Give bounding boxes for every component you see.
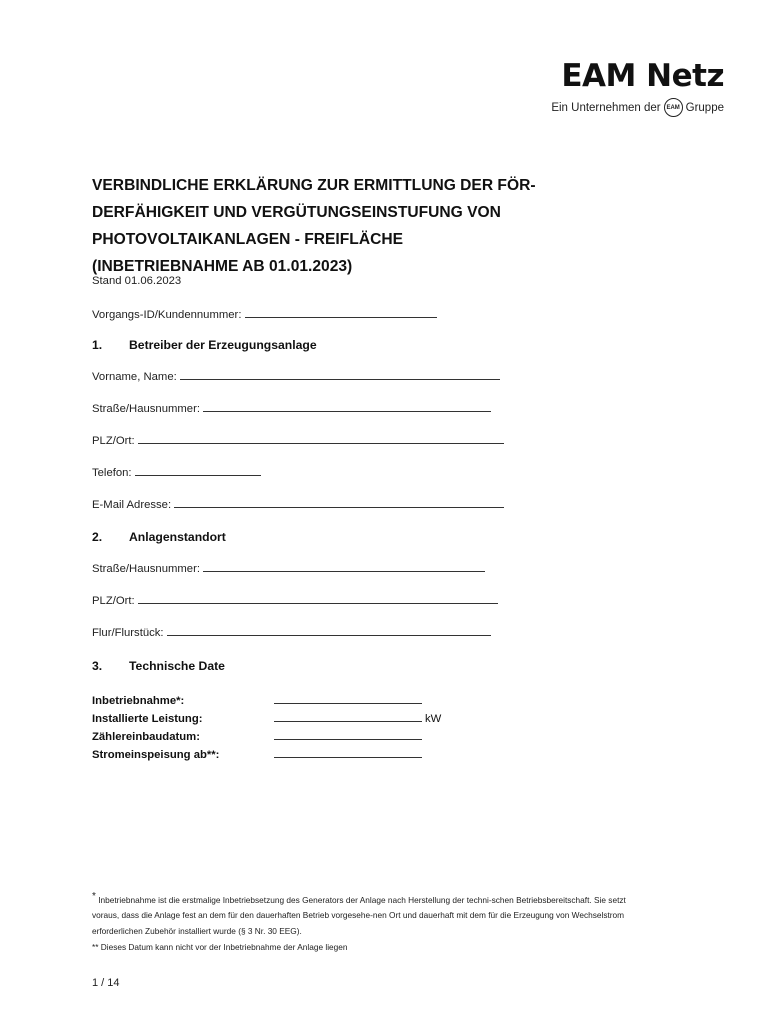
section-2-heading <box>92 530 226 544</box>
logo-sub-before: Ein Unternehmen der <box>551 101 661 114</box>
section-1-number: 1. <box>92 338 103 352</box>
section-2-title: Anlagenstandort <box>129 530 226 544</box>
field-label: E-Mail Adresse: <box>92 499 172 511</box>
tech-label: Installierte Leistung: <box>92 713 203 725</box>
eam-seal-icon: EAM <box>664 98 683 117</box>
field-row-site-plz <box>92 594 498 607</box>
logo-sub-after: Gruppe <box>685 101 724 114</box>
tech-row-leistung <box>92 711 441 727</box>
tech-row-einspeisung <box>92 747 425 763</box>
email-input[interactable] <box>174 498 504 508</box>
tech-label: Zählereinbaudatum: <box>92 731 200 743</box>
field-label: Vorname, Name: <box>92 371 177 383</box>
flur-input[interactable] <box>167 626 491 636</box>
footnote-2: ** Dieses Datum kann nicht vor der Inbetriebnahme der Anlage liegen <box>92 941 348 952</box>
footnotes <box>92 889 632 955</box>
inbetriebnahme-input[interactable] <box>274 693 422 704</box>
einspeisung-input[interactable] <box>274 747 422 758</box>
field-row-name <box>92 370 500 383</box>
vorgang-input[interactable] <box>245 308 437 318</box>
leistung-input[interactable] <box>274 711 422 722</box>
tech-label: Inbetriebnahme*: <box>92 695 185 707</box>
field-label: Flur/Flurstück: <box>92 627 164 639</box>
field-row-email <box>92 498 504 511</box>
stand-date: Stand 01.06.2023 <box>92 275 182 287</box>
field-label: Straße/Hausnummer: <box>92 403 200 415</box>
field-label: Straße/Hausnummer: <box>92 563 200 575</box>
title-line: DERFÄHIGKEIT UND VERGÜTUNGSEINSTUFUNG VON <box>92 204 501 221</box>
tech-row-zaehler <box>92 729 425 745</box>
section-3-title: Technische Date <box>129 659 225 673</box>
footnote-1 <box>92 889 632 940</box>
zaehler-input[interactable] <box>274 729 422 740</box>
tech-label: Stromeinspeisung ab**: <box>92 749 220 761</box>
footnote-1-text: Inbetriebnahme ist die erstmalige Inbetriebsetzung des Generators der Anlage nach Herstellung der techni-schen Betriebsbereitschaft. Sie setzt voraus, dass die Anlage fest an dem für den dauerhaften Betrieb vorgesehe-nen Ort und dauerhaft mit dem für die Erzeugung von Wechselstrom erforderlichen Zubehör installiert wurde (§ 3 Nr. 30 EEG). <box>92 894 626 936</box>
title-line: (INBETRIEBNAHME AB 01.01.2023) <box>92 258 353 275</box>
field-row-flur <box>92 626 491 639</box>
tech-row-inbetriebnahme <box>92 693 425 709</box>
name-input[interactable] <box>180 370 500 380</box>
phone-input[interactable] <box>135 466 261 476</box>
vorgang-label: Vorgangs-ID/Kundennummer: <box>92 309 242 321</box>
field-row-site-street <box>92 562 485 575</box>
tech-unit: kW <box>425 713 442 725</box>
company-logo <box>524 58 724 117</box>
section-3-number: 3. <box>92 659 103 673</box>
title-line: VERBINDLICHE ERKLÄRUNG ZUR ERMITTLUNG DER FÖR- <box>92 177 536 194</box>
site-street-input[interactable] <box>203 562 485 572</box>
section-1-heading <box>92 338 317 352</box>
document-title <box>92 172 652 280</box>
field-row-street <box>92 402 491 415</box>
logo-subline <box>524 98 724 117</box>
vorgang-row <box>92 308 437 321</box>
plz-input[interactable] <box>138 434 504 444</box>
site-plz-input[interactable] <box>138 594 498 604</box>
field-row-plz <box>92 434 504 447</box>
page-number: 1 / 14 <box>92 977 120 989</box>
section-1-title: Betreiber der Erzeugungsanlage <box>129 338 317 352</box>
street-input[interactable] <box>203 402 491 412</box>
field-label: PLZ/Ort: <box>92 595 135 607</box>
logo-wordmark: EAM Netz <box>561 58 724 94</box>
field-label: Telefon: <box>92 467 132 479</box>
section-2-number: 2. <box>92 530 103 544</box>
footnote-marker: * <box>92 891 96 902</box>
field-row-phone <box>92 466 261 479</box>
field-label: PLZ/Ort: <box>92 435 135 447</box>
section-3-heading <box>92 659 225 673</box>
title-line: PHOTOVOLTAIKANLAGEN - FREIFLÄCHE <box>92 231 403 248</box>
